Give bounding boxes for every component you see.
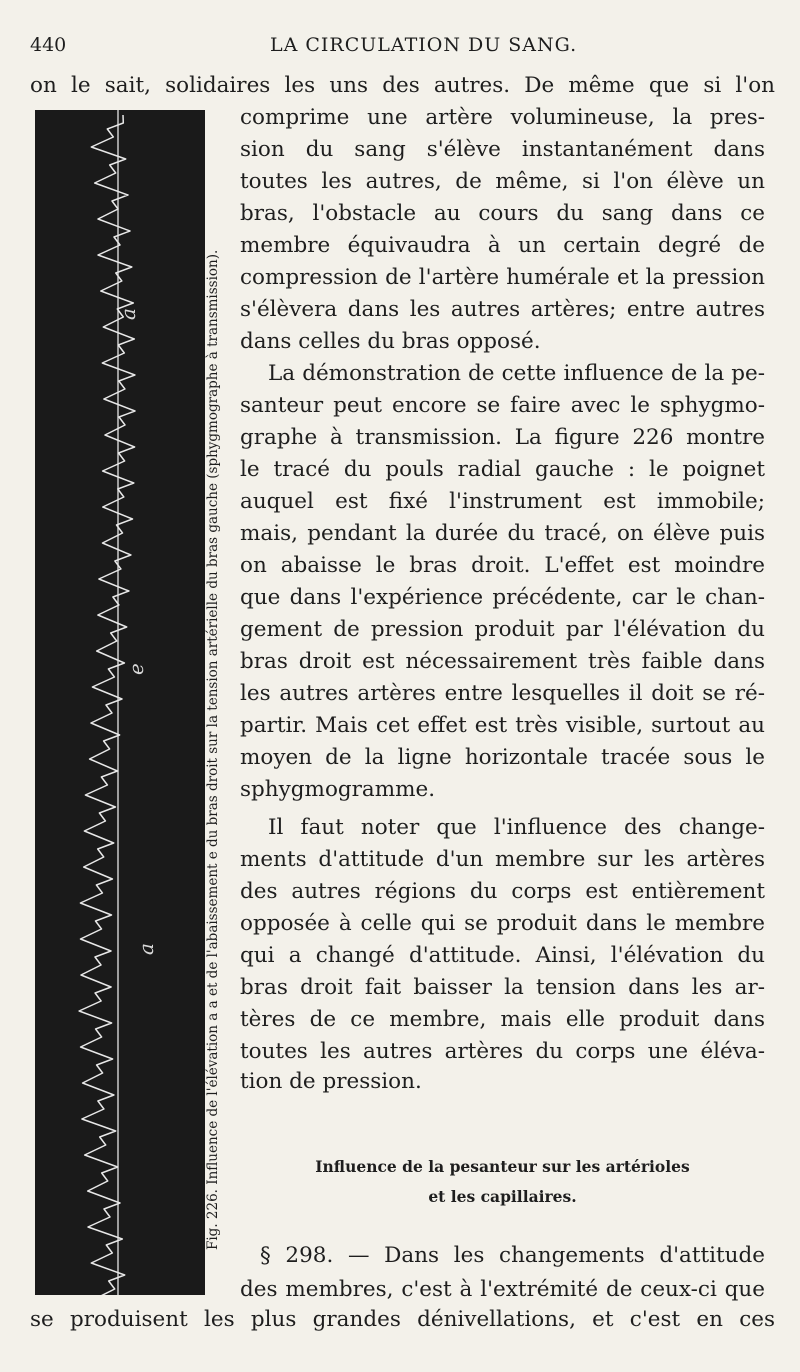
text-line: bras droit est nécessairement très faible dans <box>240 649 765 674</box>
sphygmogram-svg <box>35 110 205 1295</box>
text-line: comprime une artère volumineuse, la pres- <box>240 105 765 130</box>
text-line: des autres régions du corps est entièrement <box>240 879 765 904</box>
text-line: opposée à celle qui se produit dans le membre <box>240 911 765 936</box>
text-line: on abaisse le bras droit. L'effet est moindre <box>240 553 765 578</box>
text-line: mais, pendant la durée du tracé, on élève puis <box>240 521 765 546</box>
text-line: compression de l'artère humérale et la pression <box>240 265 765 290</box>
text-line: membre équivaudra à un certain degré de <box>240 233 765 258</box>
text-line: sphygmogramme. <box>240 777 436 802</box>
text-line: des membres, c'est à l'extrémité de ceux-ci que <box>240 1277 765 1302</box>
text-line: § 298. — Dans les changements d'attitude <box>260 1243 765 1268</box>
figure-caption: Fig. 226. Influence de l'élévation a a et de l'abaissement e du bras droit sur la tension artérielle du bras gauche (sphygmographe à transmission). <box>205 249 221 1250</box>
sphygmogram-figure <box>35 110 205 1295</box>
text-line: bras droit fait baisser la tension dans les ar- <box>240 975 765 1000</box>
section-heading-line-1: Influence de la pesanteur sur les artérioles <box>315 1157 690 1176</box>
text-line: tères de ce membre, mais elle produit dans <box>240 1007 765 1032</box>
text-line: qui a changé d'attitude. Ainsi, l'élévation du <box>240 943 765 968</box>
text-line: le tracé du pouls radial gauche : le poignet <box>240 457 765 482</box>
pulse-trace <box>79 115 135 1295</box>
text-line: partir. Mais cet effet est très visible, surtout au <box>240 713 765 738</box>
text-line: ments d'attitude d'un membre sur les artères <box>240 847 765 872</box>
text-line: sion du sang s'élève instantanément dans <box>240 137 765 162</box>
text-line: toutes les autres, de même, si l'on élève un <box>240 169 765 194</box>
text-line: dans celles du bras opposé. <box>240 329 541 354</box>
label-a-top: a <box>116 308 140 320</box>
label-e: e <box>124 663 148 675</box>
text-line: se produisent les plus grandes dénivellations, et c'est en ces <box>30 1307 775 1332</box>
text-line: santeur peut encore se faire avec le sphygmo- <box>240 393 765 418</box>
text-line: auquel est fixé l'instrument est immobile; <box>240 489 765 514</box>
text-line: bras, l'obstacle au cours du sang dans ce <box>240 201 765 226</box>
running-title: LA CIRCULATION DU SANG. <box>270 34 578 56</box>
text-line: on le sait, solidaires les uns des autres. De même que si l'on <box>30 73 775 98</box>
text-line: tion de pression. <box>240 1069 422 1094</box>
text-line: gement de pression produit par l'élévation du <box>240 617 765 642</box>
text-line: La démonstration de cette influence de la pe- <box>268 361 765 386</box>
section-heading-line-2: et les capillaires. <box>428 1187 577 1206</box>
text-line: Il faut noter que l'influence des change- <box>268 815 765 840</box>
text-line: toutes les autres artères du corps une éléva- <box>240 1039 765 1064</box>
running-head <box>30 34 770 60</box>
text-line: moyen de la ligne horizontale tracée sous le <box>240 745 765 770</box>
text-line: que dans l'expérience précédente, car le chan- <box>240 585 765 610</box>
text-line: graphe à transmission. La figure 226 montre <box>240 425 765 450</box>
text-line: s'élèvera dans les autres artères; entre autres <box>240 297 765 322</box>
label-a-bottom: a <box>134 943 158 955</box>
page-number: 440 <box>30 34 67 56</box>
text-line: les autres artères entre lesquelles il doit se ré- <box>240 681 765 706</box>
